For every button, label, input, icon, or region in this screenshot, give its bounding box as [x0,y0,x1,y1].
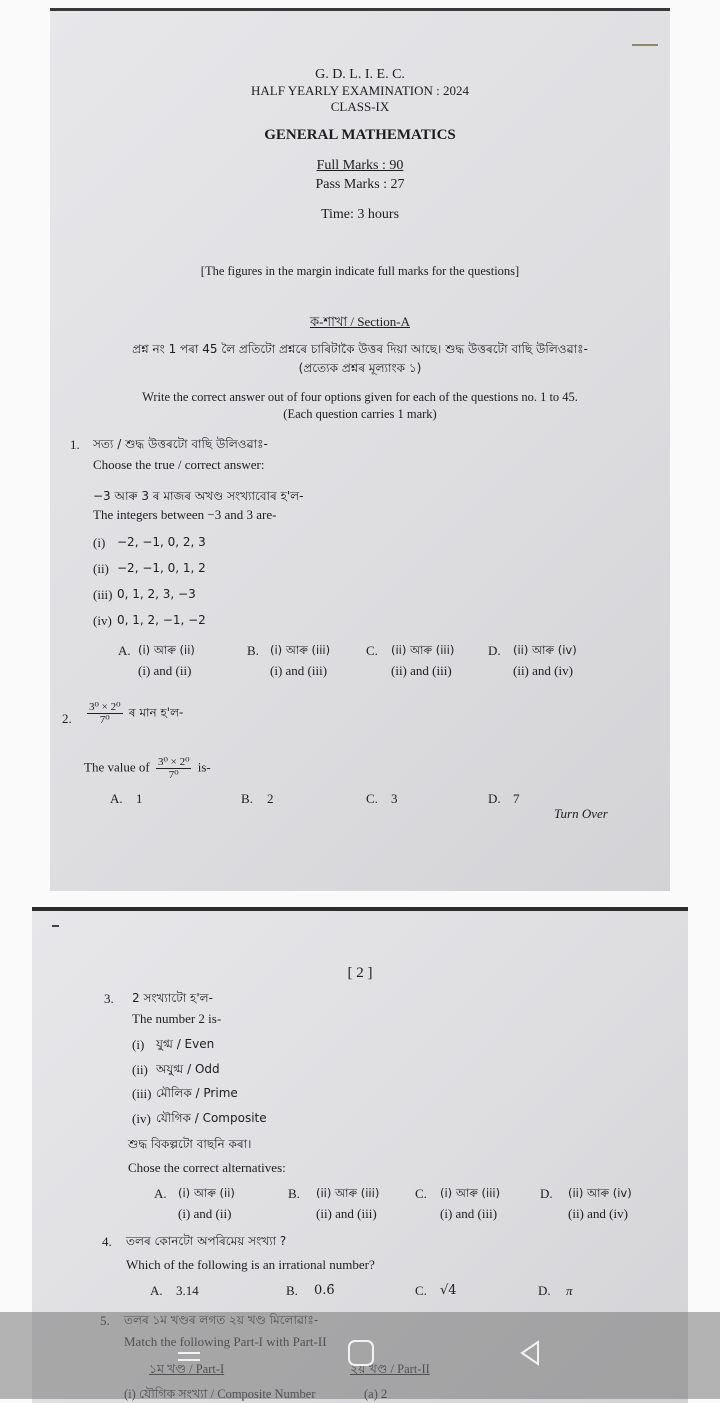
question-3-stem-english: The number 2 is- [132,1011,222,1026]
answer-letter: D. [488,791,501,806]
answer-english: (ii) and (iii) [391,663,452,678]
answer-assamese: (i) আৰু (iii) [270,643,331,657]
answer-value: 2 [267,791,274,806]
question-1-stem-assamese: −3 আৰু 3 ৰ মাজৰ অখণ্ড সংখ্যাবোৰ হ'ল- [93,489,304,503]
answer-value: 3.14 [176,1283,199,1298]
answer-assamese: (ii) আৰু (iv) [568,1186,632,1200]
question-3-instruction-english: Chose the correct alternatives: [128,1160,286,1175]
answer-assamese: (i) আৰু (ii) [138,643,195,657]
q2-stem-en-post: is- [197,759,211,775]
back-icon[interactable] [518,1340,542,1366]
question-2-stem-english [84,756,211,781]
q3-option-number: (iv) [132,1111,151,1126]
instruction-english-1: Write the correct answer out of four options given for each of the questions no. 1 to 45. [142,390,578,404]
subject-title: GENERAL MATHEMATICS [264,127,456,143]
time-allowed: Time: 3 hours [320,207,400,222]
answer-value: 7 [513,791,520,806]
answer-english: (ii) and (iv) [513,663,573,678]
recent-apps-icon[interactable] [178,1352,200,1354]
answer-letter: D. [538,1283,551,1298]
question-1-stem-english: The integers between −3 and 3 are- [93,507,277,522]
instruction-english-2: (Each question carries 1 mark) [283,407,437,421]
q1-option-text: −2, −1, 0, 1, 2 [117,561,206,575]
question-4-stem-english: Which of the following is an irrational number? [126,1257,375,1272]
pen-mark [632,44,658,46]
answer-english: (ii) and (iii) [316,1206,377,1221]
school-name: G. D. L. I. E. C. [315,67,405,82]
q3-option-number: (i) [132,1037,145,1052]
answer-letter: C. [366,643,378,658]
instruction-assamese-1: প্ৰশ্ন নং 1 পৰা 45 লৈ প্ৰতিটো প্ৰশ্নৰে চাৰিটাকৈ উত্তৰ দিয়া আছে। শুদ্ধ উত্তৰটো বাছি উলিওৱাঃ- [132,342,588,356]
answer-english: (i) and (iii) [270,663,328,678]
answer-letter: D. [540,1186,553,1201]
question-2-number: 2. [62,711,72,726]
answer-value: 3 [391,791,398,806]
q1-option-number: (iv) [93,613,112,628]
question-3-number: 3. [104,991,114,1006]
class-label: CLASS-IX [330,99,390,114]
answer-value: π [566,1283,573,1298]
answer-assamese: (i) আৰু (iii) [440,1186,501,1200]
full-marks: Full Marks : 90 [316,158,404,173]
answer-letter: A. [110,791,123,806]
answer-value: √4 [440,1283,457,1298]
q2-stem-en-pre: The value of [84,759,150,775]
answer-letter: C. [415,1186,427,1201]
answer-letter: A. [118,643,131,658]
answer-assamese: (ii) আৰু (iii) [391,643,455,657]
fraction-numerator: 3⁰ × 2⁰ [89,701,121,713]
q1-option-text: −2, −1, 0, 2, 3 [117,535,206,549]
answer-assamese: (ii) আৰু (iii) [316,1186,380,1200]
q2-stem-as-text: ৰ মান হ'ল- [128,705,184,720]
recent-apps-icon[interactable] [178,1359,200,1361]
answer-assamese: (ii) আৰু (iv) [513,643,577,657]
fraction-denominator: 7⁰ [99,714,110,727]
answer-english: (i) and (ii) [138,663,192,678]
q3-option-text: যুগ্ম / Even [156,1037,215,1051]
navigation-bar [0,1312,720,1399]
answer-letter: A. [150,1283,163,1298]
answer-letter: B. [241,791,253,806]
turn-over-label: Turn Over [554,806,608,821]
question-1-number: 1. [70,437,80,452]
q1-option-number: (iii) [93,587,113,602]
q3-option-text: অযুগ্ম / Odd [156,1062,220,1076]
answer-letter: C. [366,791,378,806]
question-4-stem-assamese: তলৰ কোনটো অপৰিমেয় সংখ্যা ? [126,1234,287,1248]
question-3-instruction-assamese: শুদ্ধ বিকল্পটো বাছনি কৰা। [128,1137,252,1151]
exam-page-1 [50,8,670,891]
answer-value: 0.6̄ [314,1283,335,1298]
answer-letter: C. [415,1283,427,1298]
q1-option-number: (i) [93,535,106,550]
question-1-heading-english: Choose the true / correct answer: [93,457,265,472]
q3-option-number: (ii) [132,1062,148,1077]
page-number: [ 2 ] [347,965,373,981]
fraction-denominator: 7⁰ [168,769,179,782]
answer-letter: A. [154,1186,167,1201]
answer-letter: B. [247,643,259,658]
pass-marks: Pass Marks : 27 [315,177,405,192]
q3-option-text: যৌগিক / Composite [156,1111,267,1125]
fraction [156,756,192,781]
instruction-assamese-2: (প্ৰত্যেক প্ৰশ্নৰ মূল্যাংক ১) [298,361,422,375]
question-3-stem-assamese: 2 সংখ্যাটো হ'ল- [132,991,213,1005]
question-1-heading-assamese: সত্য / শুদ্ধ উত্তৰটো বাছি উলিওৱাঃ- [93,437,268,451]
q1-option-number: (ii) [93,561,109,576]
answer-english: (i) and (iii) [440,1206,498,1221]
question-2-stem-assamese [84,701,183,726]
question-4-number: 4. [102,1234,112,1249]
section-title: ক-শাখা / Section-A [309,314,410,329]
q1-option-text: 0, 1, 2, −1, −2 [117,613,206,627]
answer-assamese: (i) আৰু (ii) [178,1186,235,1200]
q3-option-number: (iii) [132,1086,152,1101]
home-icon[interactable] [348,1340,374,1366]
answer-letter: B. [286,1283,298,1298]
pen-mark [52,925,59,927]
q1-option-text: 0, 1, 2, 3, −3 [117,587,196,601]
answer-english: (i) and (ii) [178,1206,232,1221]
answer-letter: D. [488,643,501,658]
marks-note: [The figures in the margin indicate full marks for the questions] [200,264,520,278]
answer-english: (ii) and (iv) [568,1206,628,1221]
exam-title: HALF YEARLY EXAMINATION : 2024 [251,83,469,98]
answer-letter: B. [288,1186,300,1201]
fraction [87,701,123,726]
fraction-numerator: 3⁰ × 2⁰ [157,756,190,768]
answer-value: 1 [136,791,143,806]
q3-option-text: মৌলিক / Prime [156,1086,238,1100]
